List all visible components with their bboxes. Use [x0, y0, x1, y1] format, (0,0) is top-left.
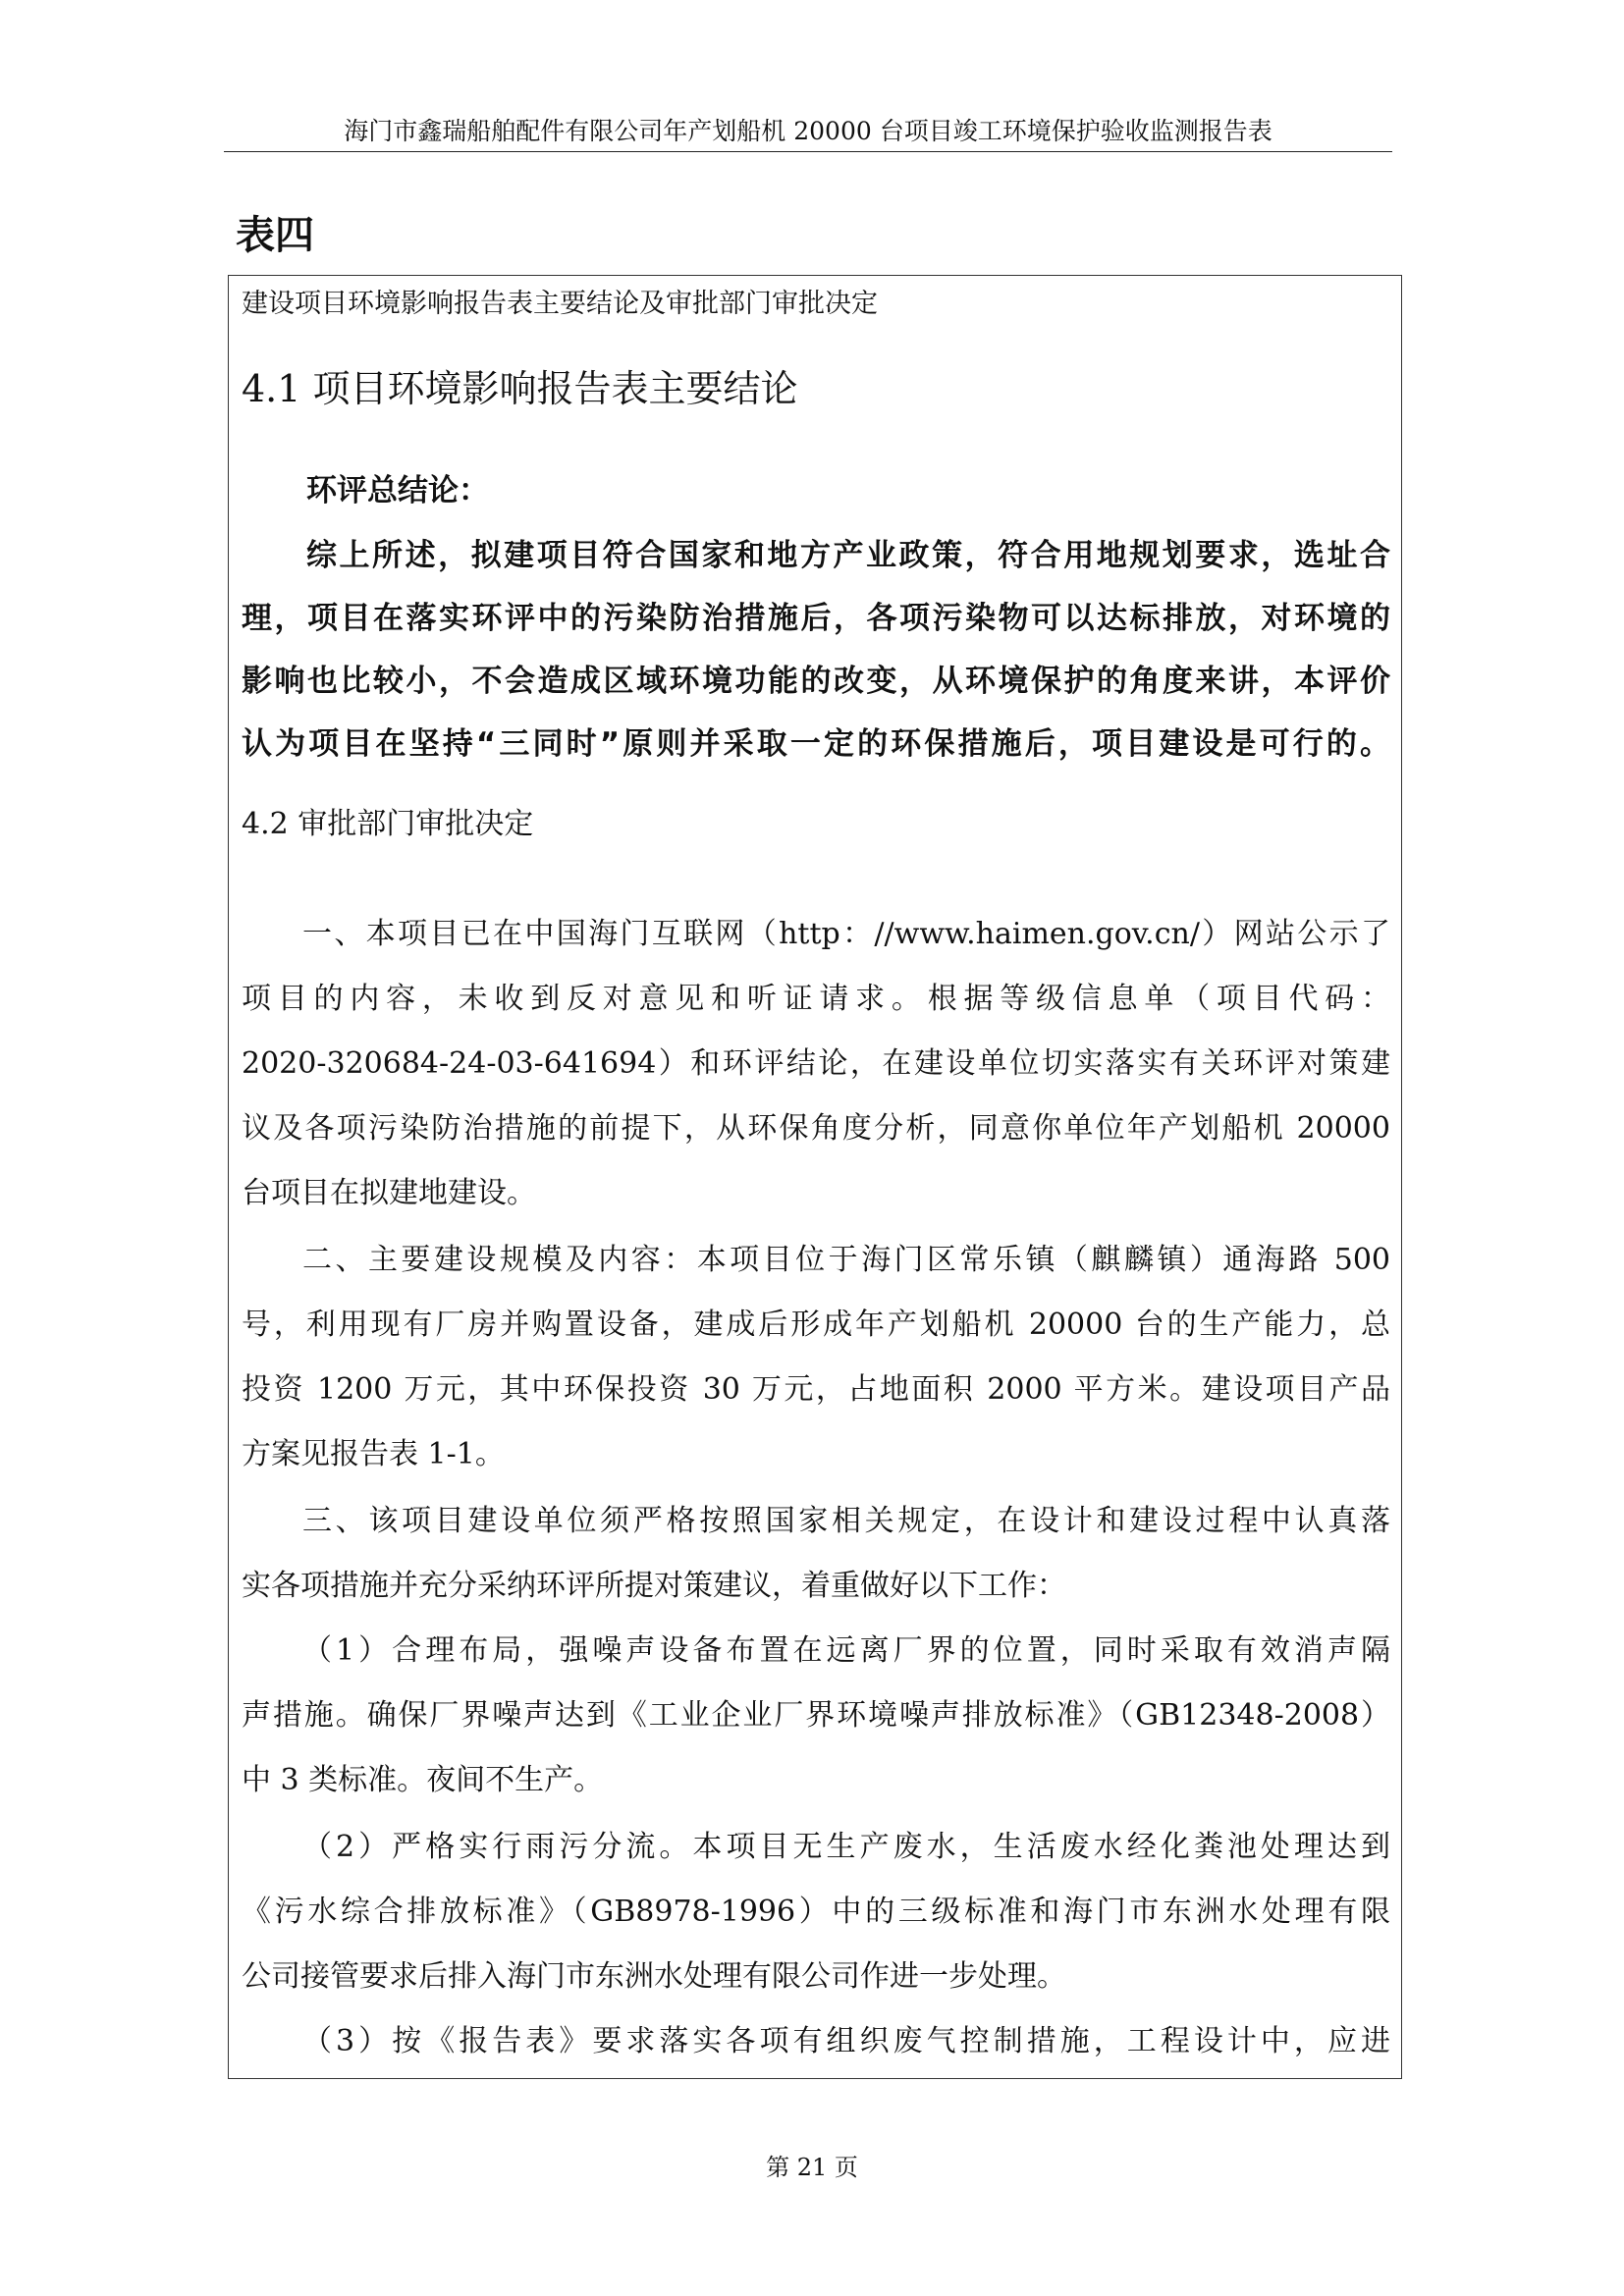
report-header-title: 海门市鑫瑞船舶配件有限公司年产划船机 20000 台项目竣工环境保护验收监测报告表 [344, 117, 1272, 145]
conclusion-line: 认为项目在坚持“三同时”原则并采取一定的环保措施后，项目建设是可行的。 [242, 726, 1390, 762]
approval-text-line: 号，利用现有厂房并购置设备，建成后形成年产划船机 20000 台的生产能力，总 [242, 1308, 1390, 1342]
approval-text-line: 实各项措施并充分采纳环评所提对策建议，着重做好以下工作： [242, 1569, 1066, 1603]
approval-text-line: 中 3 类标准。夜间不生产。 [242, 1763, 604, 1797]
conclusion-line: 综上所述，拟建项目符合国家和地方产业政策，符合用地规划要求，选址合 [306, 538, 1390, 573]
table-label: 表四 [236, 213, 314, 258]
approval-text-line: 议及各项污染防治措施的前提下，从环保角度分析，同意你单位年产划船机 20000 [242, 1111, 1390, 1146]
approval-text-line: 投资 1200 万元，其中环保投资 30 万元，占地面积 2000 平方米。建设项目产品 [242, 1372, 1390, 1407]
section-4-2-title: 4.2 审批部门审批决定 [242, 807, 534, 841]
approval-text-line: 三、该项目建设单位须严格按照国家相关规定，在设计和建设过程中认真落 [302, 1504, 1390, 1538]
approval-text-line: （2）严格实行雨污分流。本项目无生产废水，生活废水经化粪池处理达到 [302, 1830, 1390, 1864]
approval-text-line: 2020-320684-24-03-641694）和环评结论，在建设单位切实落实有关环评对策建 [242, 1046, 1390, 1081]
conclusion-label: 环评总结论： [306, 473, 489, 508]
approval-text-line: 一、本项目已在中国海门互联网（http：//www.haimen.gov.cn/）网站公示了 [302, 917, 1390, 951]
approval-text-line: （1）合理布局，强噪声设备布置在远离厂界的位置，同时采取有效消声隔 [302, 1633, 1390, 1668]
approval-text-line: （3）按《报告表》要求落实各项有组织废气控制措施，工程设计中，应进 [302, 2024, 1390, 2058]
approval-text-line: 二、主要建设规模及内容：本项目位于海门区常乐镇（麒麟镇）通海路 500 [302, 1243, 1390, 1277]
section-4-1-title: 4.1 项目环境影响报告表主要结论 [242, 367, 798, 410]
approval-text-line: 《污水综合排放标准》（GB8978-1996）中的三级标准和海门市东洲水处理有限 [242, 1895, 1390, 1929]
table-heading: 建设项目环境影响报告表主要结论及审批部门审批决定 [242, 289, 878, 319]
approval-text-line: 方案见报告表 1-1。 [242, 1437, 505, 1471]
conclusion-line: 影响也比较小，不会造成区域环境功能的改变，从环境保护的角度来讲，本评价 [242, 664, 1390, 699]
approval-text-line: 公司接管要求后排入海门市东洲水处理有限公司作进一步处理。 [242, 1959, 1066, 1994]
page-number: 第 21 页 [766, 2154, 858, 2181]
approval-text-line: 台项目在拟建地建设。 [242, 1176, 536, 1210]
approval-text-line: 项目的内容，未收到反对意见和听证请求。根据等级信息单（项目代码： [242, 982, 1390, 1016]
approval-text-line: 声措施。确保厂界噪声达到《工业企业厂界环境噪声排放标准》（GB12348-2008） [242, 1698, 1390, 1733]
header-divider [224, 151, 1392, 152]
conclusion-line: 理，项目在落实环评中的污染防治措施后，各项污染物可以达标排放，对环境的 [242, 601, 1390, 636]
